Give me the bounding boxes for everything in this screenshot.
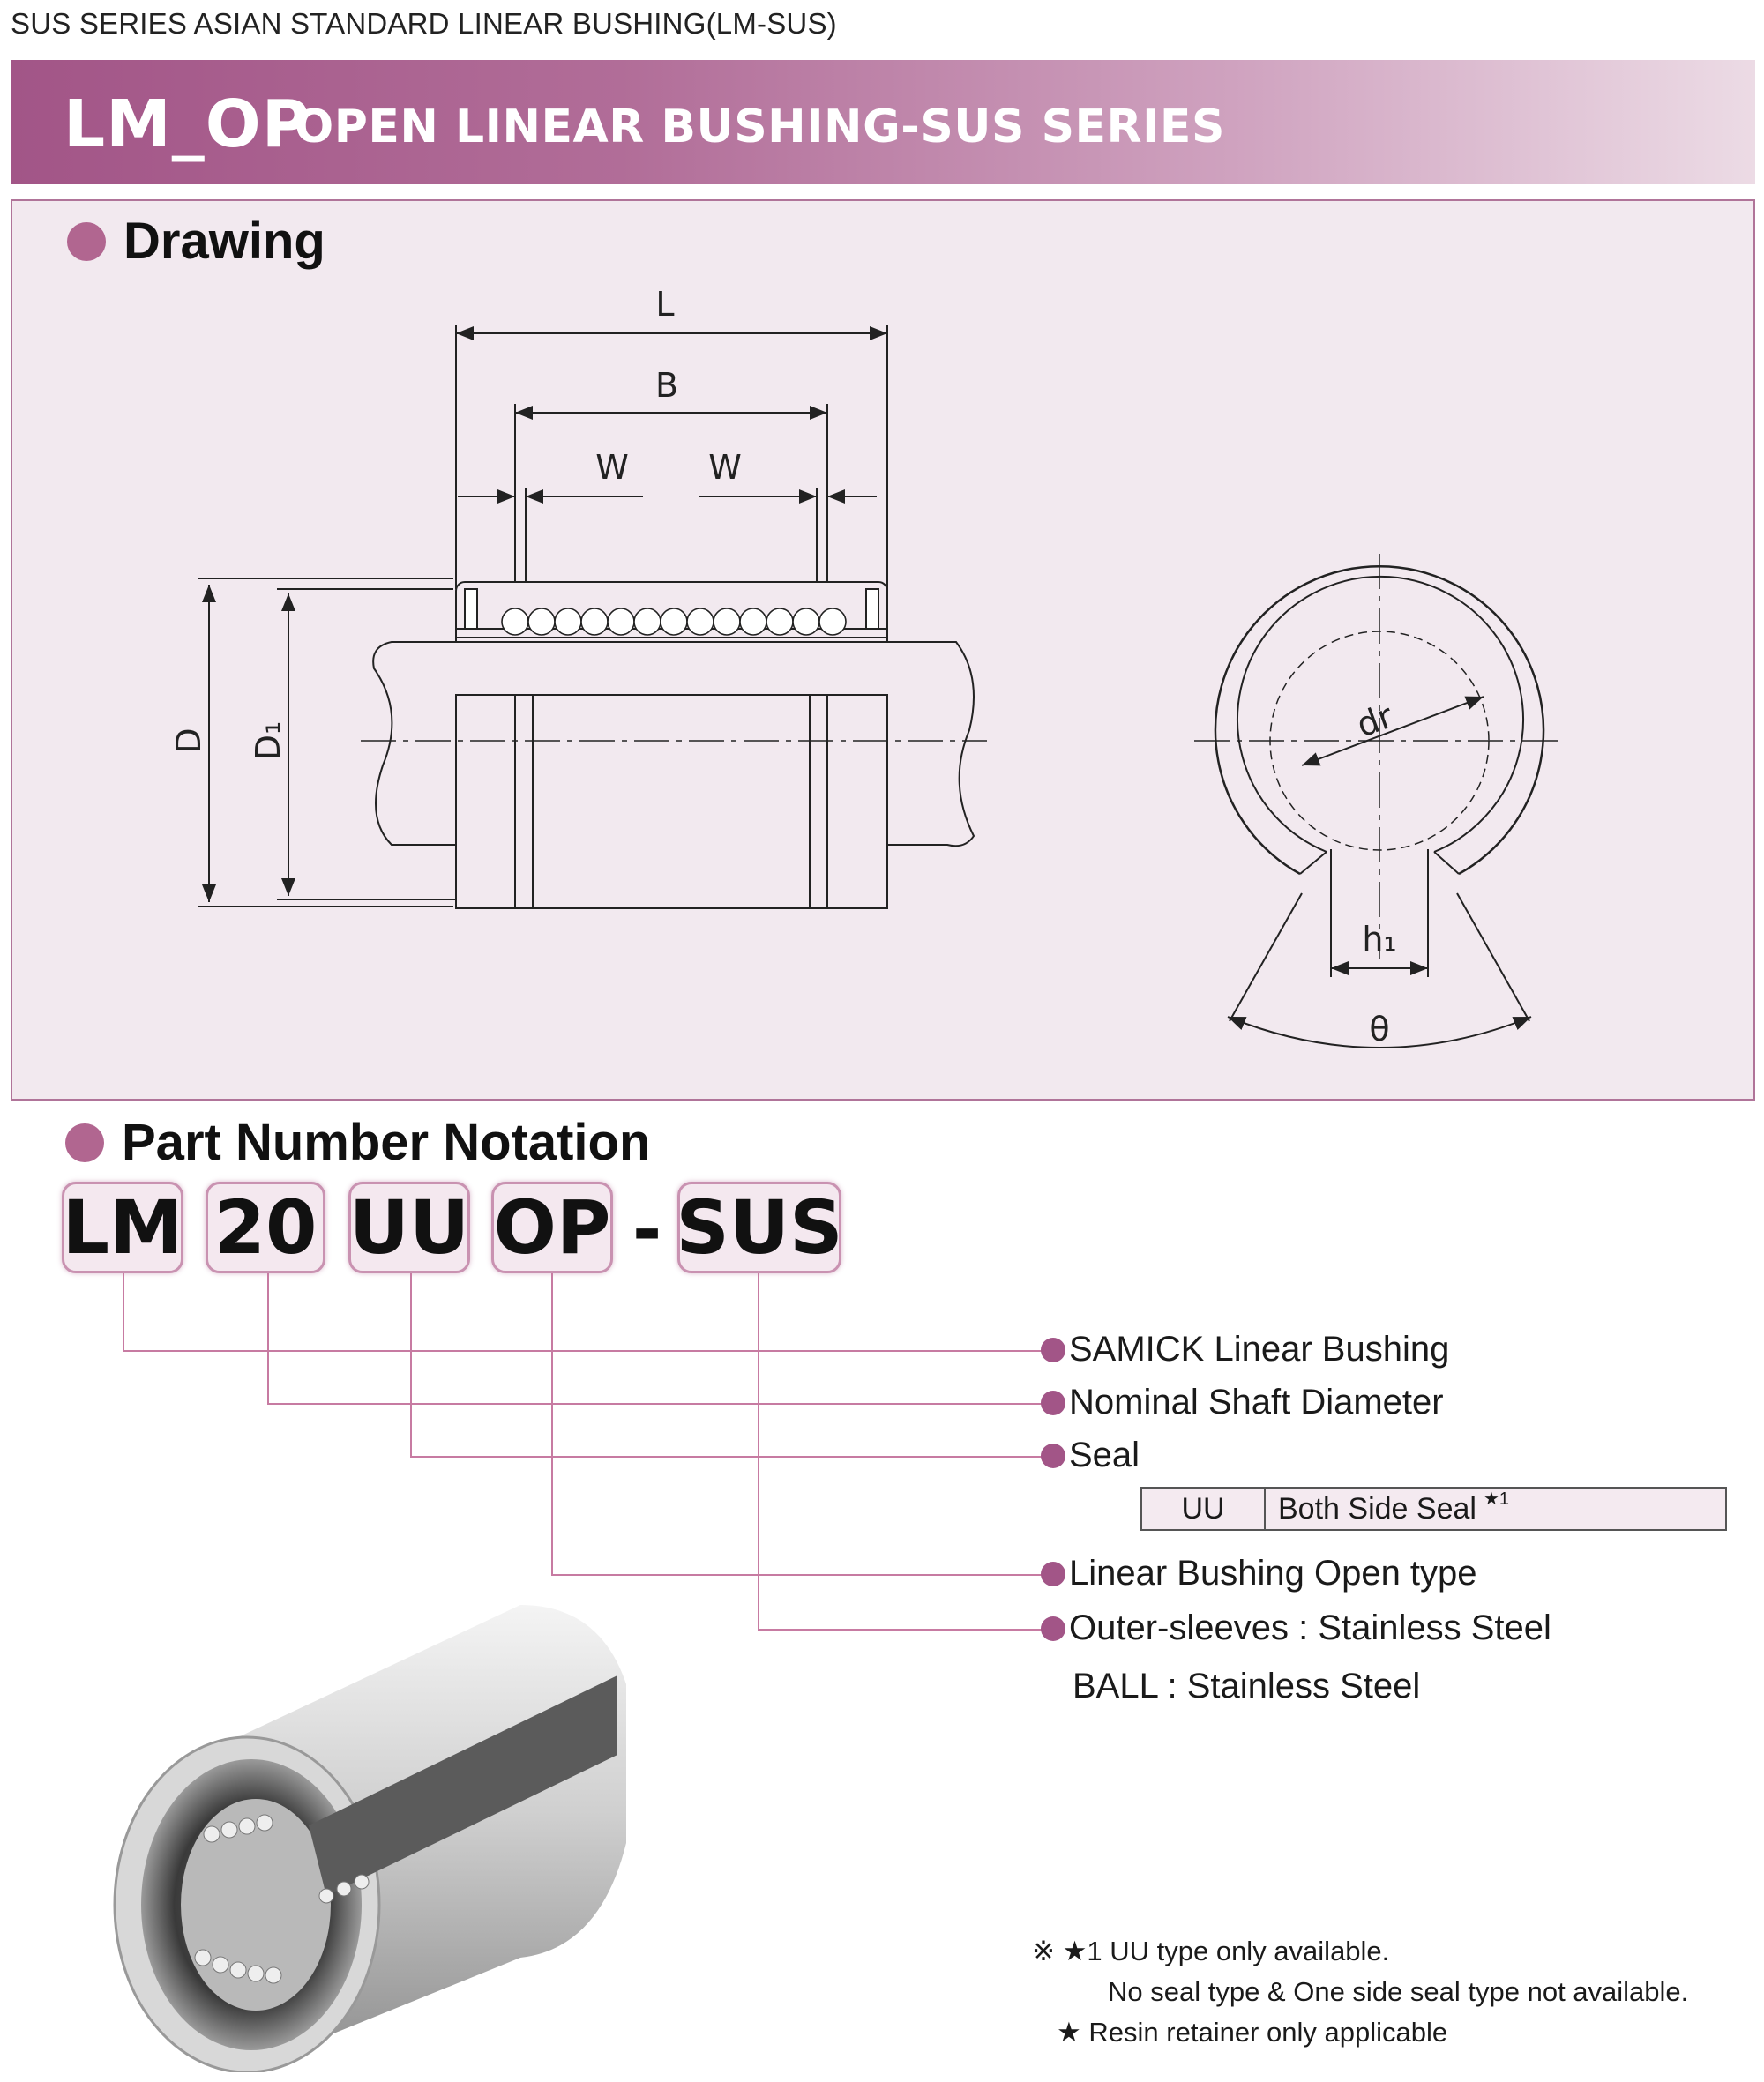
pn-segment-type: OP [491,1182,613,1273]
bullet-icon [1041,1444,1065,1468]
footnotes [1032,1931,1688,2053]
bullet-icon [1041,1338,1065,1362]
label-D1: D₁ [249,720,288,761]
label-h1: h₁ [1362,920,1397,959]
seal-desc-cell: Both Side Seal ★1 [1266,1489,1725,1529]
drawing-section-title: Drawing [67,212,325,271]
pn-segment-size: 20 [206,1182,325,1273]
bullet-icon [1041,1562,1065,1586]
note-resin-retainer: ★ Resin retainer only applicable [1057,2017,1448,2048]
product-code: LM_OP [64,86,310,162]
product-photo [106,1578,653,2072]
label-D: D [169,728,208,754]
bullet-icon [1041,1616,1065,1641]
pn-segment-material: SUS [677,1182,841,1273]
label-B: B [654,366,679,405]
seal-code-cell: UU [1142,1489,1266,1529]
note-uu-only: ※ ★1 UU type only available. [1032,1936,1390,1966]
label-dr: dr [1351,696,1398,745]
ball-material-text: BALL : Stainless Steel [1073,1667,1421,1705]
legend-item-material: Outer-sleeves : Stainless Steel [1041,1608,1551,1648]
legend-item-diameter: Nominal Shaft Diameter [1041,1383,1444,1422]
seal-table [1140,1487,1727,1531]
legend-item-open-type: Linear Bushing Open type [1041,1554,1477,1593]
pn-segment-seal: UU [348,1182,470,1273]
note-seal-availability: No seal type & One side seal type not available. [1108,1976,1689,2007]
page-header: SUS SERIES ASIAN STANDARD LINEAR BUSHING(LM-SUS) [11,7,837,40]
pn-segment-lm: LM [62,1182,183,1273]
label-W-right: W [708,448,742,487]
footnote-mark: ★1 [1483,1489,1509,1509]
legend-item-brand: SAMICK Linear Bushing [1041,1330,1449,1369]
part-number-section-title: Part Number Notation [65,1113,650,1172]
label-theta: θ [1369,1010,1390,1048]
bullet-icon [1041,1391,1065,1415]
pn-separator: - [632,1189,662,1271]
product-title: OPEN LINEAR BUSHING-SUS SERIES [295,101,1225,153]
label-W-left: W [595,448,629,487]
label-L: L [655,285,675,324]
legend-item-seal: Seal [1041,1436,1140,1475]
